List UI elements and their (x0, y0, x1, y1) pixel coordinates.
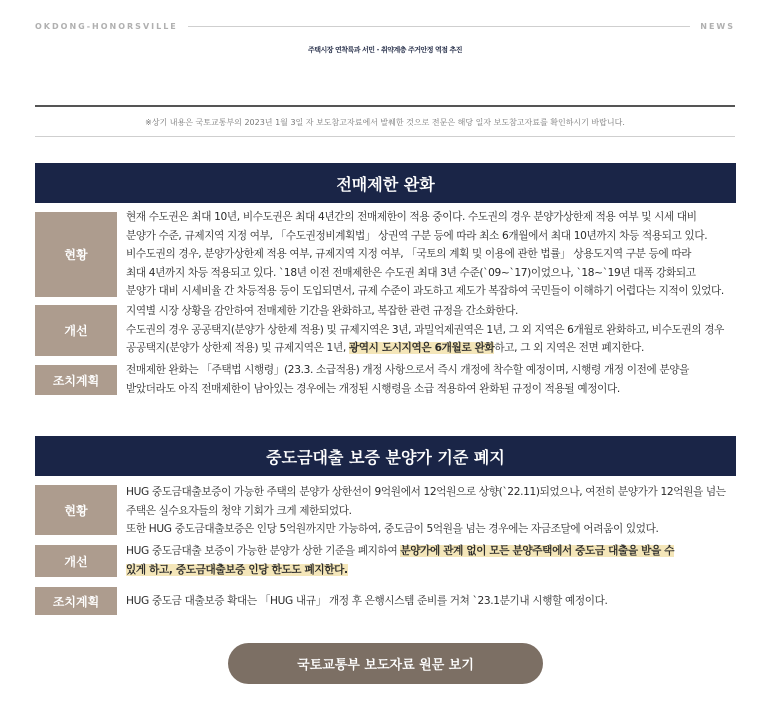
text-line: 받았더라도 아직 전매제한이 남아있는 경우에는 개정된 시행령을 소급 적용하여 완화된 규정이 적용될 예정이다. (126, 382, 620, 395)
highlighted-text: 광역시 도시지역은 6개월로 완화 (348, 342, 495, 354)
title-divider (35, 105, 735, 107)
row-text-status (126, 483, 726, 535)
row-text-improve (126, 302, 724, 356)
row-label-improve: 개선 (35, 305, 117, 356)
row-label-status: 현황 (35, 485, 117, 535)
text-line: HUG 중도금대출보증이 가능한 주택의 분양가 상한선이 9억원에서 12억원으로 상향(`22.11)되었으나, 여전히 분양가가 12억원을 넘는 (126, 486, 726, 498)
text-line: 분양가 대비 시세비율 간 차등적용 등이 도입되면서, 규제 수준이 과도하고 제도가 복잡하여 국민들이 이해하기 어렵다는 지적이 있었다. (126, 285, 724, 297)
text-line: HUG 중도금 대출보증 확대는 「HUG 내규」 개정 후 은행시스템 준비를 거쳐 `23.1분기내 시행할 예정이다. (126, 595, 608, 607)
news-tag: NEWS (700, 21, 735, 31)
section-heading-loan: 중도금대출 보증 분양가 기준 폐지 (35, 436, 736, 476)
text-line (126, 542, 674, 561)
text-line: 주택은 실수요자들의 청약 기회가 크게 제한되었다. (126, 504, 352, 517)
row-label-action: 조치계획 (35, 365, 117, 395)
row-text-action (126, 592, 608, 615)
section-heading-resale: 전매제한 완화 (35, 163, 736, 203)
text-line (126, 339, 724, 358)
row-improve-2 (35, 545, 736, 577)
notice-divider (35, 136, 735, 137)
text-line: 비수도권의 경우, 분양가상한제 적용 여부, 규제지역 지정 여부, 「국토의 계획 및 이용에 관한 법률」 상용도지역 구분 등에 따라 (126, 248, 692, 260)
row-label-improve: 개선 (35, 545, 117, 577)
text-line (126, 561, 674, 580)
row-label-status: 현황 (35, 212, 117, 297)
text-line: 지역별 시장 상황을 감안하여 전매제한 기간을 완화하고, 복잡한 관련 규정을 간소화한다. (126, 305, 519, 317)
row-action-2 (35, 587, 736, 615)
page-title: 주택시장 연착륙과 서민・취약계층 주거안정 역점 추진 (308, 46, 462, 54)
row-label-action: 조치계획 (35, 587, 117, 615)
text-line: 분양가 수준, 규제지역 지정 여부, 「수도권정비계획법」 상권역 구분 등에 따라 최소 6개월에서 최대 10년까지 차등 적용되고 있다. (126, 229, 708, 242)
top-bar (35, 20, 735, 32)
brand-label: OKDONG-HONORSVILLE (35, 21, 178, 31)
row-action-1 (35, 365, 736, 395)
row-status-1 (35, 212, 736, 297)
text-segment: 공공택지(분양가 상한제 적용) 및 규제지역은 1년, (126, 342, 349, 354)
top-divider (188, 26, 690, 27)
highlighted-text: 분양가에 관계 없이 모든 분양주택에서 중도금 대출을 받을 수 (400, 545, 675, 557)
highlighted-text: 있게 하고, 중도금대출보증 인당 한도도 폐지한다. (126, 563, 348, 576)
source-notice: ※상기 내용은 국토교통부의 2023년 1월 3일 자 보도참고자료에서 발췌한 것으로 전문은 해당 일자 보도참고자료를 확인하시기 바랍니다. (145, 118, 625, 127)
text-line: 수도권의 경우 공공택지(분양가 상한제 적용) 및 규제지역은 3년, 과밀억제권역은 1년, 그 외 지역은 6개월로 완화하고, 비수도권의 경우 (126, 323, 725, 336)
text-segment: HUG 중도금대출 보증이 가능한 분양가 상한 기준을 폐지하여 (126, 545, 401, 557)
text-segment: 하고, 그 외 지역은 전면 폐지한다. (494, 342, 645, 354)
text-line: 현재 수도권은 최대 10년, 비수도권은 최대 4년간의 전매제한이 적용 중이다. 수도권의 경우 분양가상한제 적용 여부 및 시세 대비 (126, 211, 697, 223)
view-original-press-release-button[interactable]: 국토교통부 보도자료 원문 보기 (228, 643, 543, 684)
row-improve-1 (35, 305, 736, 356)
row-text-status (126, 208, 724, 297)
row-text-action (126, 361, 689, 395)
row-text-improve (126, 542, 674, 577)
row-status-2 (35, 485, 736, 535)
text-line: 또한 HUG 중도금대출보증은 인당 5억원까지만 가능하여, 중도금이 5억원을 넘는 경우에는 자금조달에 어려움이 있었다. (126, 523, 659, 535)
text-line: 최대 4년까지 차등 적용되고 있다. `18년 이전 전매제한은 수도권 최대 3년 수준(`09~`17)이었으나, `18~`19년 대폭 강화되고 (126, 266, 696, 279)
text-line: 전매제한 완화는 「주택법 시행령」(23.3. 소급적용) 개정 사항으로서 즉시 개정에 착수할 예정이며, 시행령 개정 이전에 분양을 (126, 364, 690, 376)
